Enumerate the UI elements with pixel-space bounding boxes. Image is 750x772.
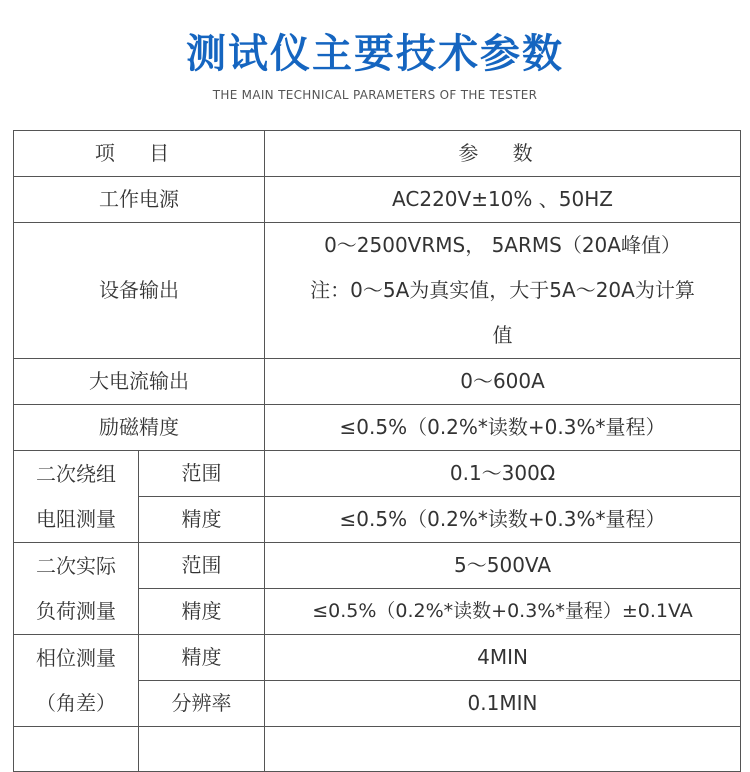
phase-label-line-2: （角差） — [36, 690, 116, 715]
phase-resolution-value: 0.1MIN — [265, 681, 741, 727]
resistance-accuracy-label: 精度 — [139, 497, 265, 543]
load-range-label: 范围 — [139, 543, 265, 589]
resistance-label — [14, 451, 139, 543]
output-line-1: 0～2500VRMS， 5ARMS（20A峰值） — [324, 233, 681, 257]
load-accuracy-label: 精度 — [139, 589, 265, 635]
empty-cell — [14, 727, 139, 772]
resistance-label-line-2: 电阻测量 — [36, 506, 116, 531]
resistance-range-label: 范围 — [139, 451, 265, 497]
excitation-label: 励磁精度 — [14, 405, 265, 451]
header-param: 参 数 — [265, 131, 741, 177]
output-label: 设备输出 — [14, 223, 265, 359]
output-line-2: 注：0～5A为真实值，大于5A～20A为计算 — [310, 278, 695, 302]
table-header-row — [14, 131, 741, 177]
table-row — [14, 635, 741, 681]
load-range-value: 5～500VA — [265, 543, 741, 589]
table-row — [14, 405, 741, 451]
table-row-empty — [14, 727, 741, 772]
page-subtitle: THE MAIN TECHNICAL PARAMETERS OF THE TESTER — [212, 88, 538, 102]
table-row — [14, 223, 741, 359]
phase-accuracy-value: 4MIN — [265, 635, 741, 681]
load-label — [14, 543, 139, 635]
empty-cell — [139, 727, 265, 772]
output-line-3: 值 — [492, 323, 513, 347]
load-label-line-2: 负荷测量 — [36, 598, 116, 623]
current-label: 大电流输出 — [14, 359, 265, 405]
resistance-range-value: 0.1～300Ω — [265, 451, 741, 497]
phase-label — [14, 635, 139, 727]
load-accuracy-value: ≤0.5%（0.2%*读数+0.3%*量程）±0.1VA — [265, 589, 741, 635]
phase-resolution-label: 分辨率 — [139, 681, 265, 727]
table-row — [14, 451, 741, 497]
table-row — [14, 543, 741, 589]
excitation-value: ≤0.5%（0.2%*读数+0.3%*量程） — [265, 405, 741, 451]
page-title: 测试仪主要技术参数 — [186, 31, 564, 77]
power-label: 工作电源 — [14, 177, 265, 223]
current-value: 0～600A — [265, 359, 741, 405]
table-row — [14, 177, 741, 223]
phase-label-line-1: 相位测量 — [36, 645, 116, 670]
table-row — [14, 359, 741, 405]
resistance-label-line-1: 二次绕组 — [36, 461, 116, 486]
resistance-accuracy-value: ≤0.5%（0.2%*读数+0.3%*量程） — [265, 497, 741, 543]
spec-table — [13, 130, 741, 772]
load-label-line-1: 二次实际 — [36, 553, 116, 578]
phase-accuracy-label: 精度 — [139, 635, 265, 681]
output-value — [265, 223, 741, 359]
power-value: AC220V±10% 、50HZ — [265, 177, 741, 223]
header-item: 项 目 — [14, 131, 265, 177]
empty-cell — [265, 727, 741, 772]
